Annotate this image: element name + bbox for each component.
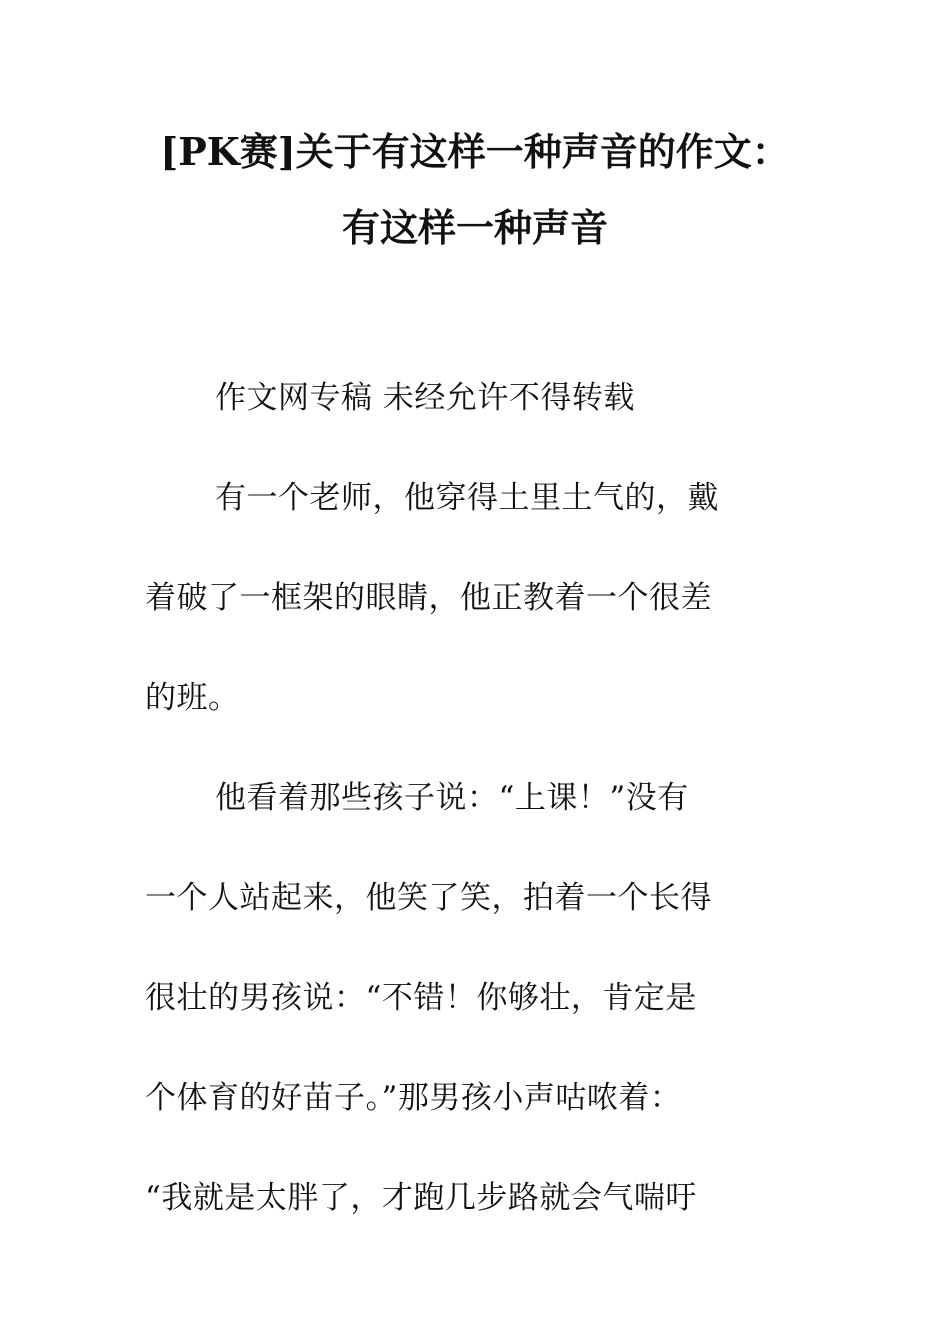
paragraph-line: 着破了一框架的眼睛，他正教着一个很差 xyxy=(145,580,712,616)
paragraph-line: 他看着那些孩子说：“上课！”没有 xyxy=(215,780,689,816)
paragraph-line: 个体育的好苗子。”那男孩小声咕哝着： xyxy=(145,1080,682,1116)
paragraph-line: 一个人站起来，他笑了笑，拍着一个长得 xyxy=(145,880,712,916)
paragraph-line: “我就是太胖了，才跑几步路就会气喘吁 xyxy=(145,1180,697,1216)
document-title-line-1: [PK赛]关于有这样一种声音的作文： xyxy=(160,129,790,174)
paragraph-line: 的班。 xyxy=(145,680,240,716)
paragraph-line: 有一个老师，他穿得土里土气的，戴 xyxy=(215,480,719,516)
document-title-line-2: 有这样一种声音 xyxy=(341,205,608,250)
copyright-notice: 作文网专稿 未经允许不得转载 xyxy=(215,380,635,416)
paragraph-line: 很壮的男孩说：“不错！你够壮，肯定是 xyxy=(145,980,697,1016)
